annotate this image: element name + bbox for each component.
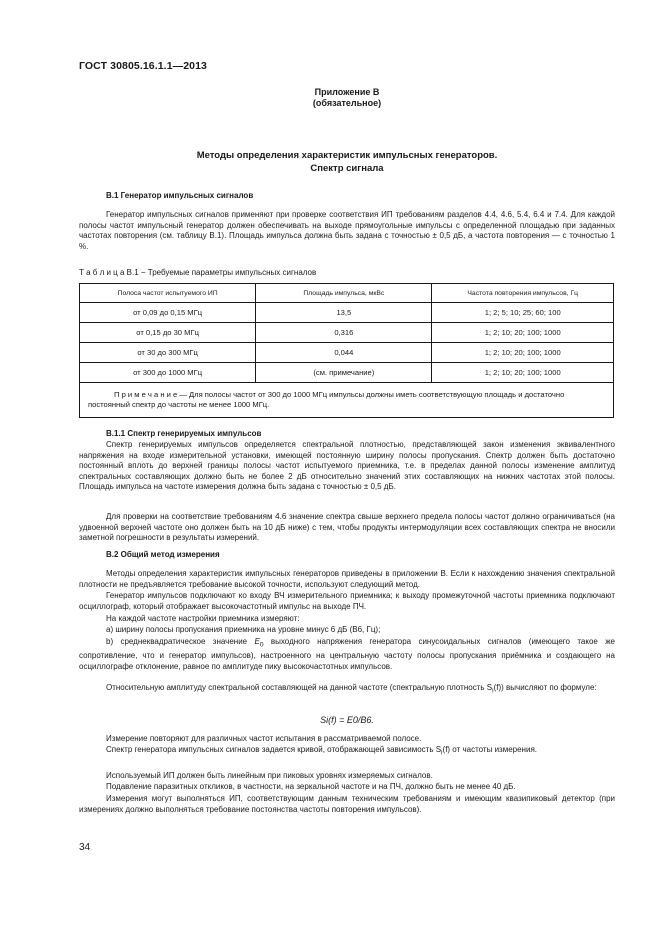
section-b2-paragraph-6 <box>79 745 615 759</box>
table-note <box>80 383 614 418</box>
section-b2-paragraph-9: Измерения могут выполняться ИП, соответствующим данным техническим требованиям и имеющим квазипиковый детектор (при измерениях должно выполняться требование постоянства частоты повторения импульсов). <box>79 794 615 814</box>
paragraph-4-start: Относительную амплитуду спектральной составляющей на данной частоте (спектральную плотность S <box>106 683 493 692</box>
list-item-b <box>79 637 615 672</box>
list-item-b-rest: выходного напряжения генератора синусоидальных сигналов (имеющего такое же сопротивление, что и генератор импульсов), настроенного на центральную частоту полосы пропускания приёмника и создающего на осциллографе отклонение, равное по амплитуде пику высокочастотных импульсов. <box>79 637 616 671</box>
table-caption <box>79 268 316 277</box>
section-b2-paragraph-2: Генератор импульсов подключают ко входу ВЧ измерительного приемника; к выходу промежуточной частоты приемника подключают осциллограф, который отображает высокочастотный импульс на выходе ПЧ. <box>79 591 615 611</box>
table-cell: 1; 2; 5; 10; 25; 60; 100 <box>432 303 614 323</box>
table-note-text: — Для полосы частот от 300 до 1000 МГц импульсы должны иметь соответствующую площадь и достаточно постоянный спектр до частоты не менее 1000 МГц. <box>88 390 565 409</box>
table-cell: 1; 2; 10; 20; 100; 1000 <box>432 323 614 343</box>
page-number: 34 <box>79 842 91 853</box>
table-cell: от 0,15 до 30 МГц <box>80 323 256 343</box>
section-b2-heading: В.2 Общий метод измерения <box>106 550 220 559</box>
variable-e: E <box>254 637 260 646</box>
paragraph-4-subscript: i <box>492 687 494 695</box>
section-b1-paragraph: Генератор импульсных сигналов применяют при проверке соответствия ИП требованиям разделов 4.4, 4.6, 5.4, 6.4 и 7.4. Для каждой полосы частот импульсный генератор должен обеспечивать на выходе прямоугольные импульсы с определенной площадью при заданных частотах повторения (см. таблицу В.1). Площадь импульса должна быть задана с точностью ± 0,5 дБ, а частота повторения — с точностью 1 %. <box>79 210 615 251</box>
paragraph-6-end: (f) от частоты измерения. <box>442 745 537 754</box>
table-note-row <box>80 383 614 418</box>
document-header: ГОСТ 30805.16.1.1—2013 <box>79 60 207 72</box>
section-b2-paragraph-8: Подавление паразитных откликов, в частности, на зеркальной частоте и на ПЧ, должно быть не менее 40 дБ. <box>106 782 516 791</box>
table-cell: 1; 2; 10; 20; 100; 1000 <box>432 363 614 383</box>
paragraph-6-start: Спектр генератора импульсных сигналов задается кривой, отображающей зависимость S <box>106 745 442 754</box>
column-header-band: Полоса частот испытуемого ИП <box>80 284 256 303</box>
table-cell: от 30 до 300 МГц <box>80 343 256 363</box>
section-b2-paragraph-1: Методы определения характеристик импульсных генераторов приведены в приложении В. Если к нахождению значения спектральной плотности не предъявляется требование высокой точности, используют следующий метод. <box>79 569 615 589</box>
section-b2-paragraph-5: Измерение повторяют для различных частот испытания в рассматриваемой полосе. <box>106 734 422 743</box>
section-b1-heading: В.1 Генератор импульсных сигналов <box>106 191 254 200</box>
section-b2-paragraph-4 <box>79 683 615 697</box>
table-cell: 13,5 <box>256 303 432 323</box>
table-cell: от 0,09 до 0,15 МГц <box>80 303 256 323</box>
section-b11-paragraph-1: Спектр генерируемых импульсов определяется спектральной плотностью, представляющей закон изменения эквивалентного напряжения на входе измерительной установки, имеющей постоянную ширину полосы пропускания. Спектр должен быть достаточно постоянный вплоть до верхней границы полосы частот испытуемого приемника, т.е. в пределах данной полосы изменение амплитуд спектральных составляющих должно быть не более 2 дБ относительно значений этих составляющих на нижних частотах этой полосы. Площадь импульса на частоте измерения должна быть задана с точностью ± 0,5 дБ. <box>79 440 615 491</box>
table-caption-text: В.1 − Требуемые параметры импульсных сигналов <box>126 268 317 277</box>
appendix-title: Приложение В <box>314 87 380 97</box>
column-header-frequency: Частота повторения импульсов, Гц <box>432 284 614 303</box>
paragraph-6-subscript: i <box>441 749 443 757</box>
spectral-density-formula: Si(f) = E0/B6. <box>320 715 374 725</box>
table-row <box>80 323 614 343</box>
pulse-parameters-table <box>79 283 614 418</box>
table-cell: (см. примечание) <box>256 363 432 383</box>
section-b2-paragraph-7: Используемый ИП должен быть линейным при пиковых уровнях измеряемых сигналов. <box>106 771 433 780</box>
table-header-row <box>80 284 614 303</box>
table-cell: 0,316 <box>256 323 432 343</box>
table-note-prefix: П р и м е ч а н и е <box>114 390 178 399</box>
table-row <box>80 343 614 363</box>
main-title-line2: Спектр сигнала <box>310 163 384 174</box>
table-cell: от 300 до 1000 МГц <box>80 363 256 383</box>
section-b11-paragraph-2: Для проверки на соответствие требованиям 4.6 значение спектра свыше верхнего предела полосы частот должно ограничиваться (на удвоенной верхней частоте оно должен быть на 10 дБ ниже) с тем, чтобы продукты интермодуляции всех составляющих спектра не вносили заметной погрешности в результаты измерений. <box>79 512 615 542</box>
table-row <box>80 303 614 323</box>
table-row <box>80 363 614 383</box>
appendix-status: (обязательное) <box>312 98 382 108</box>
variable-e-subscript: 0 <box>259 641 264 649</box>
list-item-a: а) ширину полосы пропускания приемника на уровне минус 6 дБ (В6, Гц); <box>106 625 381 634</box>
table-cell: 1; 2; 10; 20; 100; 1000 <box>432 343 614 363</box>
paragraph-4-end: (f)) вычисляют по формуле: <box>493 683 597 692</box>
main-title-line1: Методы определения характеристик импульсных генераторов. <box>196 150 498 161</box>
table-cell: 0,044 <box>256 343 432 363</box>
list-item-b-start: b) среднеквадратическое значение <box>106 637 255 646</box>
table-caption-prefix: Т а б л и ц а <box>79 268 125 277</box>
column-header-area: Площадь импульса, мкВс <box>256 284 432 303</box>
section-b11-heading: В.1.1 Спектр генерируемых импульсов <box>106 429 262 438</box>
section-b2-paragraph-3: На каждой частоте настройки приемника измеряют: <box>106 614 300 623</box>
